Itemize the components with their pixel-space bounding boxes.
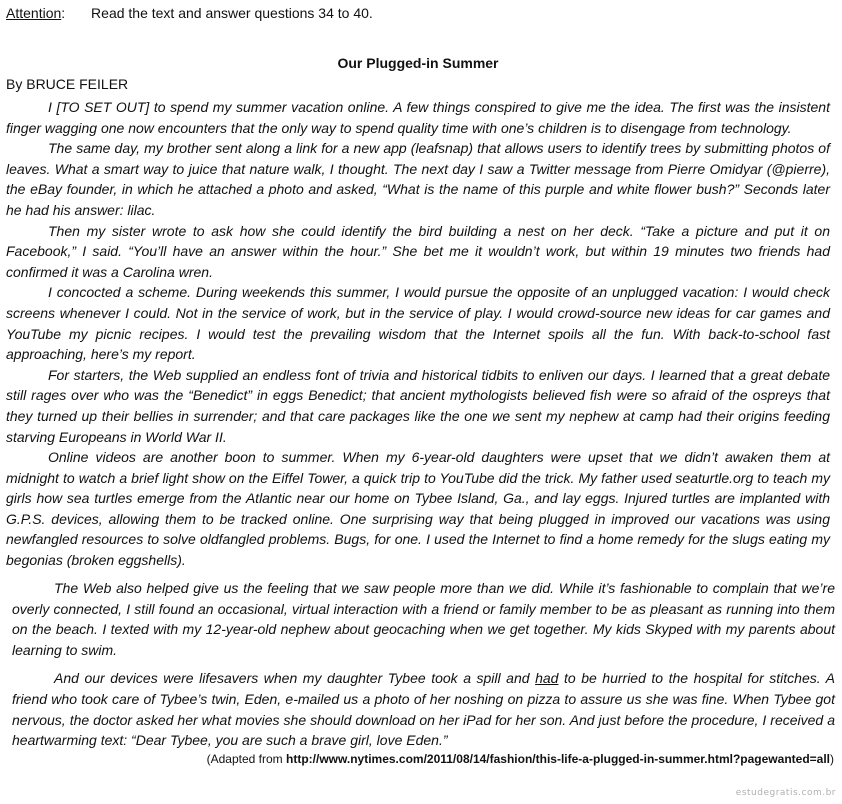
attention-label: Attention [6,5,62,21]
attention-instruction: Read the text and answer questions 34 to 40. [91,5,373,21]
source-url: http://www.nytimes.com/2011/08/14/fashion/this-life-a-plugged-in-summer.html?pagewanted=all [286,752,830,766]
source-suffix: ) [830,752,834,766]
article-byline: By BRUCE FEILER [6,76,129,92]
underlined-word: had [535,670,559,687]
article-body-continued [12,578,835,751]
article-title: Our Plugged-in Summer [337,55,499,71]
site-watermark: estudegratis.com.br [735,788,836,798]
attention-header [6,5,373,21]
paragraph: The same day, my brother sent along a link for a new app (leafsnap) that allows users to identify trees by submitting photos of leaves. What a smart way to juice that nature walk, I thought. The next day I saw a Twitter message from Pierre Omidyar (@pierre), the eBay founder, in which he attached a photo and asked, “What is the name of this purple and white flower bush?” Seconds later he had his answer: lilac. [6,140,830,218]
paragraph: Then my sister wrote to ask how she could identify the bird building a nest on her deck. “Take a picture and put it on Facebook,” I said. “You’ll have an answer within the hour.” She bet me it wouldn’t work, but within 19 minutes two friends had confirmed it was a Carolina wren. [6,222,830,280]
source-citation [207,752,834,766]
article-body [6,97,830,571]
paragraph: I concocted a scheme. During weekends this summer, I would pursue the opposite of an unplugged vacation: I would check screens whenever I could. Not in the service of work, but in the service of play. I would crowd-source new ideas for car games and YouTube my picnic recipes. I would test the prevailing wisdom that the Internet spoils all the fun. With back-to-school fast approaching, here’s my report. [6,284,830,363]
paragraph-text-before: And our devices were lifesavers when my daughter Tybee took a spill and [54,670,536,687]
paragraph-last [12,668,835,750]
paragraph-text-after: to be hurried to the hospital for stitches. A friend who took care of Tybee’s twin, Eden, e-mailed us a photo of her noshing on pizza to assure us she was fine. When Tybee got nervous, the doctor asked her what movies she should download on her iPad for her son. And just before the procedure, I received a heartwarming text: “Dear Tybee, you are such a brave girl, love Eden.” [12,670,836,749]
paragraph: I [TO SET OUT] to spend my summer vacation online. A few things conspired to give me the idea. The first was the insistent finger wagging one now encounters that the only way to spend quality time with one’s children is to disengage from technology. [6,99,830,136]
attention-colon: : [61,5,66,21]
paragraph: The Web also helped give us the feeling that we saw people more than we did. While it’s fashionable to complain that we’re overly connected, I still found an occasional, virtual interaction with a friend or family member to be as pleasant as running into them on the beach. I texted with my 12-year-old nephew about geocaching when we get together. My kids Skyped with my parents about learning to swim. [12,580,835,658]
paragraph: Online videos are another boon to summer. When my 6-year-old daughters were upset that we didn’t awaken them at midnight to watch a brief light show on the Eiffel Tower, a quick trip to YouTube did the trick. My father used seaturtle.org to teach my girls how sea turtles emerge from the Atlantic near our home on Tybee Island, Ga., and lay eggs. Injured turtles are implanted with G.P.S. devices, allowing them to be tracked online. One surprising way that being plugged in improved our vacations was using newfangled resources to solve oldfangled problems. Bugs, for one. I used the Internet to find a home remedy for the slugs eating my begonias (broken eggshells). [6,449,830,569]
paragraph: For starters, the Web supplied an endless font of trivia and historical tidbits to enliven our days. I learned that a great debate still rages over who was the “Benedict” in eggs Benedict; that ancient mythologists believed fish were so afraid of the ospreys that they turned up their bellies in surrender; and that care packages like the one we sent my nephew at camp had their origins feeding starving Europeans in World War II. [6,366,830,445]
source-prefix: (Adapted from [206,752,286,766]
